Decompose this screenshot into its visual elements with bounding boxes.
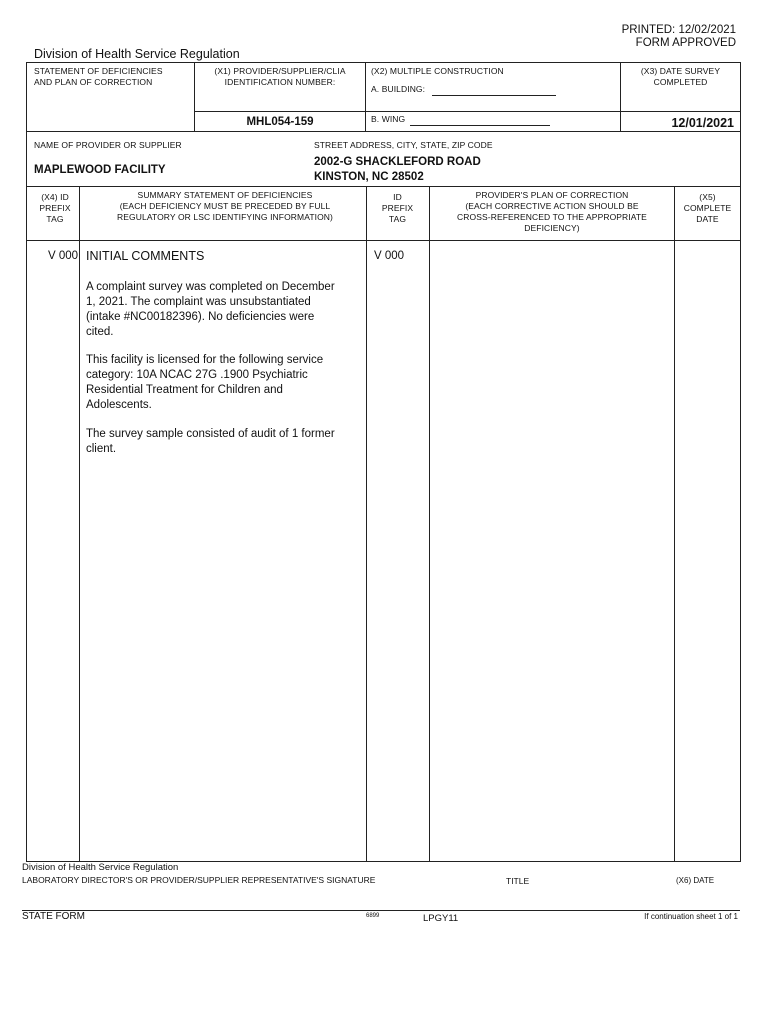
event-code: LPGY11 bbox=[423, 913, 459, 924]
building-blank bbox=[432, 84, 556, 96]
comment-paragraph-1: A complaint survey was completed on December 1, 2021. The complaint was unsubstantiated (intake #NC00182396). No deficiencies were cited. bbox=[86, 281, 335, 338]
comment-paragraph-2: This facility is licensed for the following service category: 10A NCAC 27G .1900 Psychiatric Residential Treatment for Children and Adolescents. bbox=[86, 354, 324, 411]
division-title: Division of Health Service Regulation bbox=[34, 47, 240, 61]
x5-column-header: (X5) COMPLETE DATE bbox=[683, 192, 732, 224]
building-label: A. BUILDING: bbox=[371, 84, 556, 96]
comment-paragraph-3: The survey sample consisted of audit of 1 former client. bbox=[86, 428, 335, 455]
signature-date-label: (X6) DATE bbox=[676, 876, 715, 885]
signature-label: LABORATORY DIRECTOR'S OR PROVIDER/SUPPLIER REPRESENTATIVE'S SIGNATURE bbox=[22, 875, 376, 885]
state-form-label: STATE FORM bbox=[22, 911, 85, 922]
prefix-tag-left: V 000 bbox=[48, 250, 79, 262]
summary-column-header: SUMMARY STATEMENT OF DEFICIENCIES (EACH DEFICIENCY MUST BE PRECEDED BY FULL REGULATORY OR LSC IDENTIFYING INFORMATION) bbox=[117, 190, 333, 222]
address-label: STREET ADDRESS, CITY, STATE, ZIP CODE bbox=[314, 140, 493, 150]
id-column-header: ID PREFIX TAG bbox=[381, 192, 414, 224]
form-status: FORM APPROVED bbox=[635, 37, 736, 49]
plan-column-header: PROVIDER'S PLAN OF CORRECTION (EACH CORRECTIVE ACTION SHOULD BE CROSS-REFERENCED TO THE APPROPRIATE DEFICIENCY) bbox=[457, 190, 647, 233]
form-number: 6899 bbox=[366, 913, 380, 919]
x3-label: (X3) DATE SURVEY COMPLETED bbox=[640, 66, 721, 87]
footer-divider bbox=[22, 910, 740, 911]
printed-date: PRINTED: 12/02/2021 bbox=[621, 24, 736, 36]
footer-division: Division of Health Service Regulation bbox=[22, 862, 179, 873]
entry-title: INITIAL COMMENTS bbox=[86, 249, 205, 263]
x4-column-header: (X4) ID PREFIX TAG bbox=[39, 192, 71, 224]
wing-blank bbox=[410, 114, 550, 126]
title-label: TITLE bbox=[506, 876, 530, 886]
provider-name-label: NAME OF PROVIDER OR SUPPLIER bbox=[34, 140, 182, 150]
city-state-zip: KINSTON, NC 28502 bbox=[314, 171, 424, 183]
wing-label: B. WING bbox=[371, 114, 550, 126]
provider-name: MAPLEWOOD FACILITY bbox=[34, 164, 166, 176]
prefix-tag-right: V 000 bbox=[374, 250, 405, 262]
continuation-sheet: If continuation sheet 1 of 1 bbox=[644, 912, 738, 921]
statement-label: STATEMENT OF DEFICIENCIES AND PLAN OF CORRECTION bbox=[34, 66, 163, 87]
survey-completed-date: 12/01/2021 bbox=[671, 116, 734, 130]
x1-label: (X1) PROVIDER/SUPPLIER/CLIA IDENTIFICATION NUMBER: bbox=[214, 66, 346, 87]
x2-label: (X2) MULTIPLE CONSTRUCTION bbox=[371, 66, 504, 76]
provider-id-number: MHL054-159 bbox=[246, 116, 314, 128]
street-address: 2002-G SHACKLEFORD ROAD bbox=[314, 156, 481, 168]
